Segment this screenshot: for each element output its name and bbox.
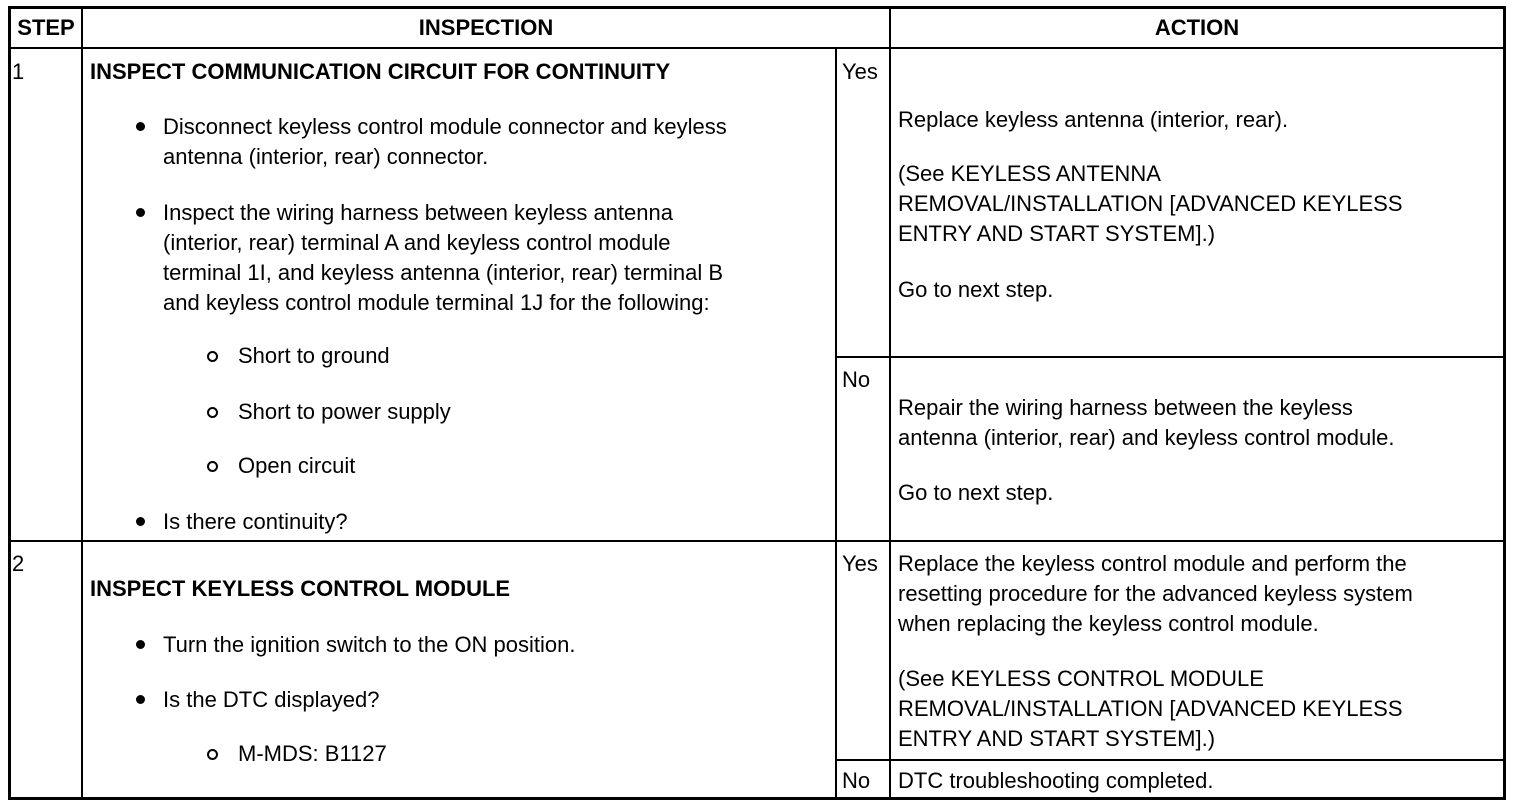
- bullet-icon: [136, 208, 145, 217]
- action-text: antenna (interior, rear) and keyless control module.: [898, 425, 1395, 450]
- action-reference: ENTRY AND START SYSTEM].): [898, 221, 1216, 246]
- action-text: Repair the wiring harness between the keyless: [898, 395, 1353, 420]
- inspection-question: Is the DTC displayed?: [163, 687, 380, 712]
- step1-yes-no-divider: [835, 356, 1506, 358]
- action-reference: REMOVAL/INSTALLATION [ADVANCED KEYLESS: [898, 191, 1403, 216]
- action-reference: ENTRY AND START SYSTEM].): [898, 726, 1216, 751]
- step-row-divider: [8, 540, 1506, 542]
- circle-bullet-icon: [207, 351, 218, 362]
- no-label: No: [842, 768, 871, 793]
- sub-item: Short to ground: [238, 343, 390, 368]
- header-inspection: INSPECTION: [418, 15, 554, 40]
- bullet-icon: [136, 517, 145, 526]
- step-col-divider: [81, 6, 83, 800]
- border-left: [8, 6, 11, 800]
- action-reference: (See KEYLESS CONTROL MODULE: [898, 666, 1264, 691]
- action-col-divider: [889, 6, 891, 800]
- step-number: 2: [12, 551, 25, 576]
- sub-item: Open circuit: [238, 453, 356, 478]
- circle-bullet-icon: [207, 407, 218, 418]
- yes-label: Yes: [842, 59, 878, 84]
- inspection-question: Is there continuity?: [163, 509, 348, 534]
- inspection-bullet-cont: and keyless control module terminal 1J for the following:: [163, 290, 710, 315]
- action-text: when replacing the keyless control module.: [898, 611, 1319, 636]
- bullet-icon: [136, 695, 145, 704]
- answer-col-divider: [835, 48, 837, 800]
- sub-item: M-MDS: B1127: [238, 741, 387, 766]
- inspection-bullet: Disconnect keyless control module connector and keyless: [163, 114, 727, 139]
- circle-bullet-icon: [207, 461, 218, 472]
- header-action: ACTION: [1154, 15, 1240, 40]
- step-title: INSPECT KEYLESS CONTROL MODULE: [90, 576, 511, 601]
- yes-label: Yes: [842, 551, 878, 576]
- border-right: [1503, 6, 1506, 800]
- step2-yes-no-divider: [835, 759, 1506, 761]
- action-reference: REMOVAL/INSTALLATION [ADVANCED KEYLESS: [898, 696, 1403, 721]
- inspection-bullet-cont: terminal 1I, and keyless antenna (interior, rear) terminal B: [163, 260, 724, 285]
- header-divider: [8, 47, 1506, 49]
- action-next-step: Go to next step.: [898, 277, 1054, 302]
- bullet-icon: [136, 640, 145, 649]
- inspection-bullet: Inspect the wiring harness between keyless antenna: [163, 200, 673, 225]
- bullet-icon: [136, 122, 145, 131]
- circle-bullet-icon: [207, 749, 218, 760]
- action-reference: (See KEYLESS ANTENNA: [898, 161, 1161, 186]
- step-title: INSPECT COMMUNICATION CIRCUIT FOR CONTINUITY: [90, 59, 671, 84]
- header-step: STEP: [17, 15, 75, 40]
- no-label: No: [842, 367, 871, 392]
- border-top: [8, 6, 1506, 9]
- inspection-bullet: Turn the ignition switch to the ON position.: [163, 632, 576, 657]
- step-number: 1: [12, 59, 25, 84]
- sub-item: Short to power supply: [238, 399, 451, 424]
- inspection-bullet-cont: (interior, rear) terminal A and keyless control module: [163, 230, 671, 255]
- action-text: Replace keyless antenna (interior, rear).: [898, 107, 1289, 132]
- action-text: DTC troubleshooting completed.: [898, 768, 1214, 793]
- border-bottom: [8, 797, 1506, 800]
- action-text: resetting procedure for the advanced keyless system: [898, 581, 1413, 606]
- inspection-bullet-cont: antenna (interior, rear) connector.: [163, 144, 489, 169]
- action-next-step: Go to next step.: [898, 480, 1054, 505]
- action-text: Replace the keyless control module and perform the: [898, 551, 1407, 576]
